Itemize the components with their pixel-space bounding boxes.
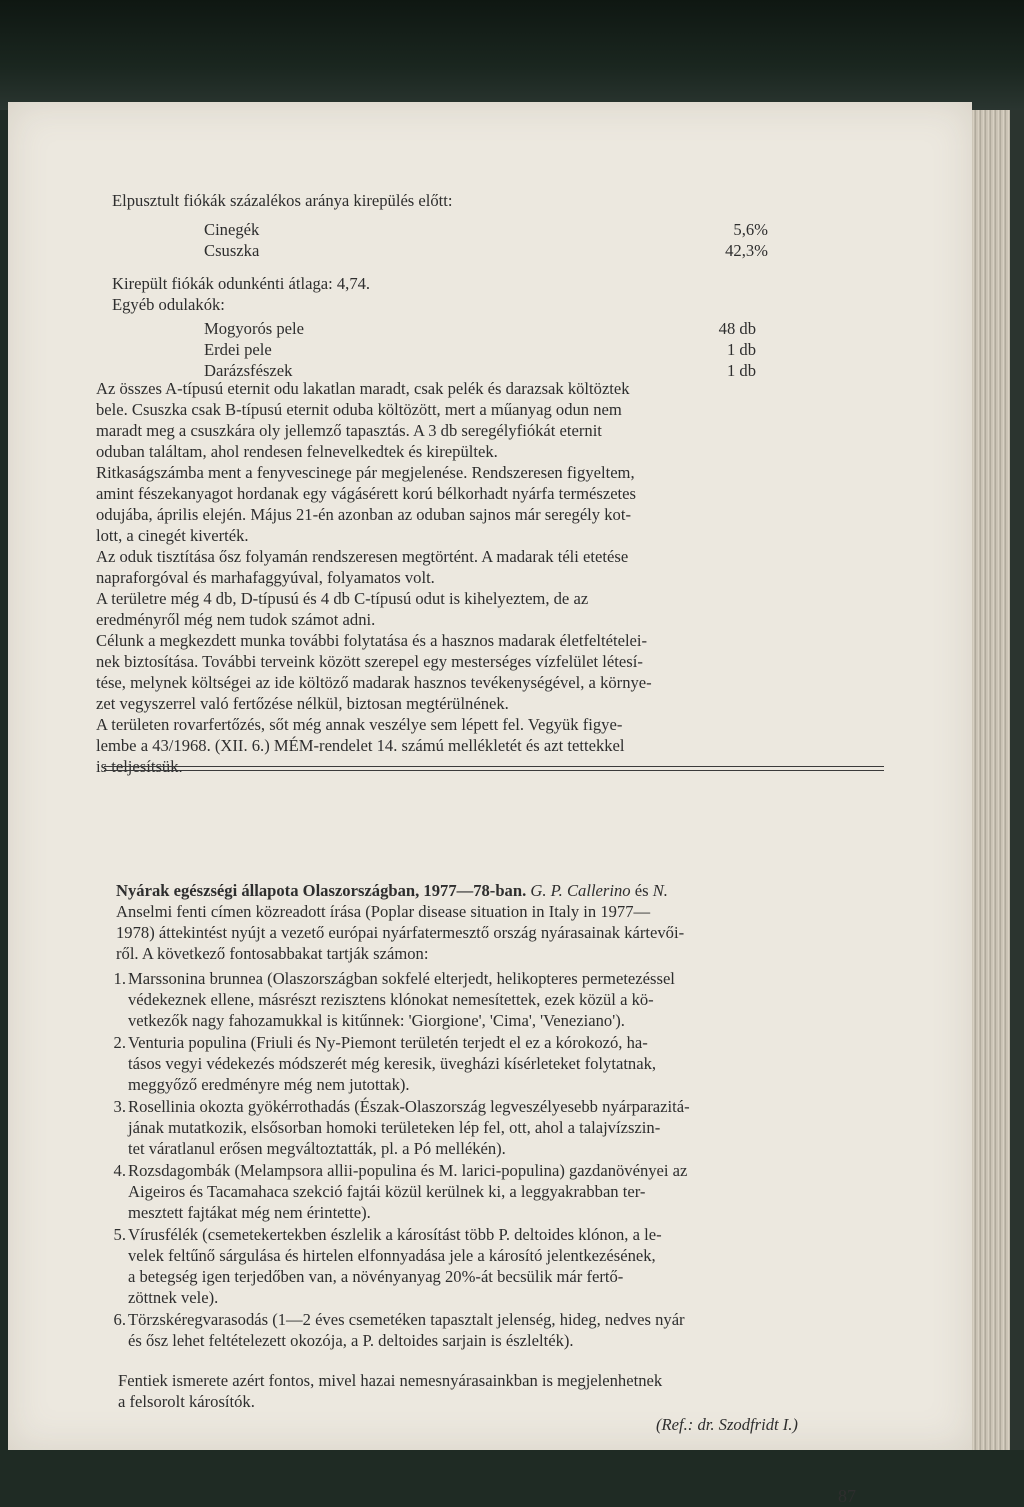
author-name: G. P. Callerino	[530, 881, 631, 900]
book-page	[8, 102, 972, 1506]
other-name: Darázsfészek	[204, 361, 293, 380]
reference: (Ref.: dr. Szodfridt I.)	[656, 1415, 798, 1434]
closing-paragraph: Fentiek ismerete azért fontos, mivel hazai nemesnyárasainkban is megjelenhetnek a felsorolt károsítók.	[118, 1371, 663, 1411]
section-divider	[104, 770, 884, 771]
list-item: 5. Vírusfélék (csemetekertekben észlelik a károsítást több P. deltoides klónon, a le- velek feltűnő sárgulása és hirtelen elfonnyadása jele a károsító jelentkezésének, a betegség igen terjedőben van, a növényanyag 20%-át becsülik már fertő- zöttnek vele).	[113, 1225, 662, 1307]
other-value: 1 db	[726, 340, 756, 359]
species-values	[698, 219, 768, 261]
section1-summary: Kirepült fiókák odunkénti átlaga: 4,74. Egyéb odulakók:	[112, 274, 371, 314]
list-item: 4. Rozsdagombák (Melampsora allii-populina és M. larici-populina) gazdanövényei az Aigeiros és Tacamahaca szekció fajtái közül kerülnek ki, a leggyakrabban ter- mesztett fajtákat még nem érintette).	[113, 1161, 688, 1222]
others-list	[204, 318, 304, 381]
section-divider	[104, 766, 884, 767]
article-title: Nyárak egészségi állapota Olaszországban, 1977—78-ban.	[116, 881, 527, 900]
section1-heading: Elpusztult fiókák százalékos aránya kirepülés előtt:	[112, 191, 453, 210]
species-name: Csuszka	[204, 241, 260, 260]
other-value: 48 db	[718, 319, 756, 338]
species-value: 42,3%	[725, 241, 768, 260]
list-item: 6. Törzskéregvarasodás (1—2 éves csemetéken tapasztalt jelenség, hideg, nedves nyár és ősz lehet feltételezett okozója, a P. deltoides sarjain is észlelték).	[113, 1310, 685, 1350]
author-name: N.	[652, 881, 668, 900]
list-item: 1. Marssonina brunnea (Olaszországban sokfelé elterjedt, helikopteres permetezéssel védekeznek ellene, másrészt rezisztens klónokat nemesítettek, ezek közül a kö- vetkezők nagy fahozamukkal is kitűnnek: 'Giorgione', 'Cima', 'Veneziano').	[113, 969, 675, 1030]
other-name: Mogyorós pele	[204, 319, 305, 338]
other-value: 1 db	[726, 361, 756, 380]
species-value: 5,6%	[733, 220, 768, 239]
book-page-edges	[972, 110, 1024, 1450]
book-gutter-shadow	[0, 0, 1024, 110]
list-item: 3. Rosellinia okozta gyökérrothadás (Észak-Olaszország legveszélyesebb nyárparazitá- jának mutatkozik, elsősorban homoki területeken lép fel, ott, ahol a talajvízszin- tet váratlanul erősen megváltoztatták, pl. a Pó mellékén).	[113, 1097, 690, 1158]
section1-body: Az összes A-típusú eternit odu lakatlan maradt, csak pelék és darazsak költöztek bele. Csuszka csak B-típusú eternit oduba költözött, mert a műanyag odun nem maradt meg a csuszkára oly jellemző tapasztás. A 3 db seregélyfiókát eternit oduban találtam, ahol rendesen felnevelkedtek és kirepültek. Ritkaságszámba ment a fenyvescinege pár megjelenése. Rendszeresen figyeltem, amint fészekanyagot hordanak egy vágásérett korú bélkorhadt nyárfa természetes odujába, április elején. Május 21-én azonban az oduban sajnos már seregély kot- lott, a cinegét kiverték. Az oduk tisztítása ősz folyamán rendszeresen megtörtént. A madarak téli etetése napraforgóval és marhafaggyúval, folyamatos volt. A területre még 4 db, D-típusú és 4 db C-típusú odut is kihelyeztem, de az eredményről még nem tudok számot adni. Célunk a megkezdett munka további folytatása és a hasznos madarak életfeltételei- nek biztosítása. További terveink között szerepel egy mesterséges vízfelület létesí- tése, melynek költségei az ide költöző madarak hasznos tevékenységével, a környe- zet vegyszerrel való fertőzése nélkül, biztosan megtérülnének. A területen rovarfertőzés, sőt még annak veszélye sem lépett fel. Vegyük figye- lembe a 43/1968. (XII. 6.) MÉM-rendelet 14. számú mellékletét és azt tettekkel is teljesítsük.	[96, 379, 652, 776]
other-name: Erdei pele	[204, 340, 272, 359]
species-name: Cinegék	[204, 220, 260, 239]
list-item: 2. Venturia populina (Friuli és Ny-Piemont területén terjedt el ez a kórokozó, ha- tásos vegyi védekezés módszerét még keresik, üvegházi kísérleteket folytatnak, meggyőző eredményre még nem jutottak).	[113, 1033, 657, 1094]
page-number: 87	[838, 1486, 856, 1506]
section2-intro: Nyárak egészségi állapota Olaszországban, 1977—78-ban. G. P. Callerino és N. Anselmi fenti címen közreadott írása (Poplar disease situation in Italy in 1977— 1978) áttekintést nyújt a vezető európai nyárfatermesztő ország nyárasainak kártevői- ről. A következő fontosabbakat tartják számon:	[116, 881, 685, 963]
species-list	[204, 219, 259, 261]
others-values	[698, 318, 756, 381]
